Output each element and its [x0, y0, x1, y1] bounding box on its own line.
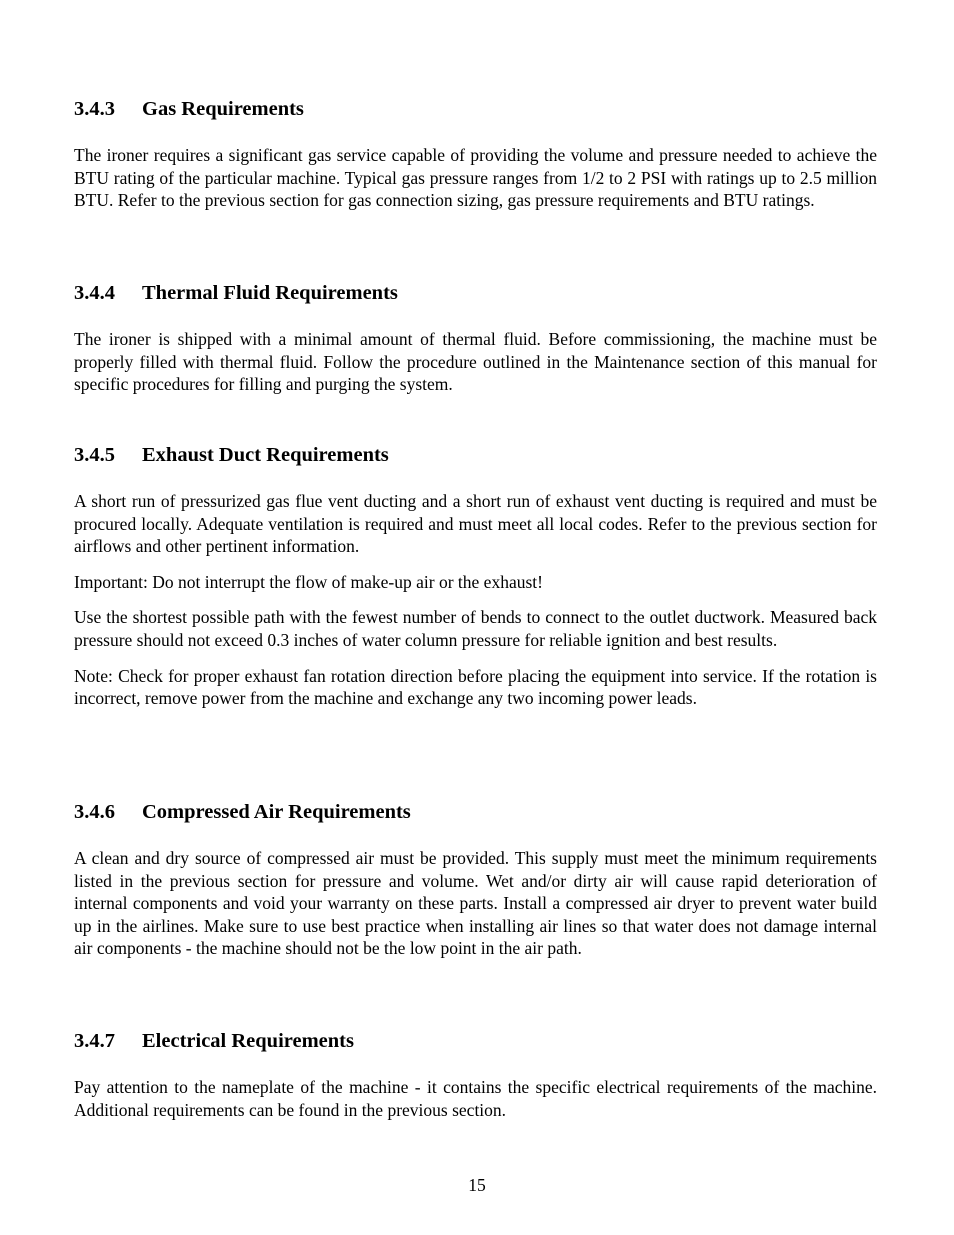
section-exhaust-duct-requirements: [74, 442, 877, 710]
paragraph: Use the shortest possible path with the fewest number of bends to connect to the outlet ductwork. Measured back pressure should not exceed 0.3 inches of water column pressure for reliable ignition and best results.: [74, 607, 877, 650]
page-number: 15: [468, 1175, 486, 1195]
section-title: Gas Requirements: [142, 98, 304, 120]
paragraph: A clean and dry source of compressed air must be provided. This supply must meet the minimum requirements listed in the previous section for pressure and volume. Wet and/or dirty air will cause rapid deterioration of internal components and void your warranty on these parts. Install a compressed air dryer to prevent water build up in the airlines. Make sure to use best practice when installing air lines so that water does not damage internal air components - the machine should not be the low point in the air path.: [74, 848, 877, 959]
paragraph: Note: Check for proper exhaust fan rotation direction before placing the equipment into service. If the rotation is incorrect, remove power from the machine and exchange any two incoming power leads.: [74, 665, 877, 709]
section-number: 3.4.7: [74, 1030, 115, 1052]
section-heading: [74, 96, 877, 122]
section-number: 3.4.6: [74, 801, 115, 823]
paragraph: The ironer requires a significant gas service capable of providing the volume and pressure needed to achieve the BTU rating of the particular machine. Typical gas pressure ranges from 1/2 to 2 PSI with ratings up to 2.5 million BTU. Refer to the previous section for gas connection sizing, gas pressure requirements and BTU ratings.: [74, 145, 877, 211]
section-title: Exhaust Duct Requirements: [142, 444, 389, 466]
section-compressed-air-requirements: [74, 799, 877, 960]
section-title: Compressed Air Requirements: [142, 801, 411, 823]
section-number: 3.4.5: [74, 444, 115, 466]
section-heading: [74, 442, 877, 468]
section-number: 3.4.3: [74, 98, 115, 120]
section-title: Electrical Requirements: [142, 1030, 354, 1052]
section-electrical-requirements: [74, 1028, 877, 1121]
section-thermal-fluid-requirements: [74, 280, 877, 396]
section-heading: [74, 799, 877, 825]
section-gas-requirements: [74, 96, 877, 212]
paragraph: A short run of pressurized gas flue vent ducting and a short run of exhaust vent ducting is required and must be procured locally. Adequate ventilation is required and must meet all local codes. Refer to the previous section for airflows and other pertinent information.: [74, 491, 877, 557]
section-heading: [74, 1028, 877, 1054]
paragraph: Important: Do not interrupt the flow of make-up air or the exhaust!: [74, 571, 543, 592]
section-heading: [74, 280, 877, 306]
section-number: 3.4.4: [74, 282, 115, 304]
paragraph: The ironer is shipped with a minimal amount of thermal fluid. Before commissioning, the machine must be properly filled with thermal fluid. Follow the procedure outlined in the Maintenance section of this manual for specific procedures for filling and purging the system.: [74, 329, 877, 395]
section-title: Thermal Fluid Requirements: [142, 282, 398, 304]
paragraph: Pay attention to the nameplate of the machine - it contains the specific electrical requirements of the machine. Additional requirements can be found in the previous section.: [74, 1077, 877, 1120]
